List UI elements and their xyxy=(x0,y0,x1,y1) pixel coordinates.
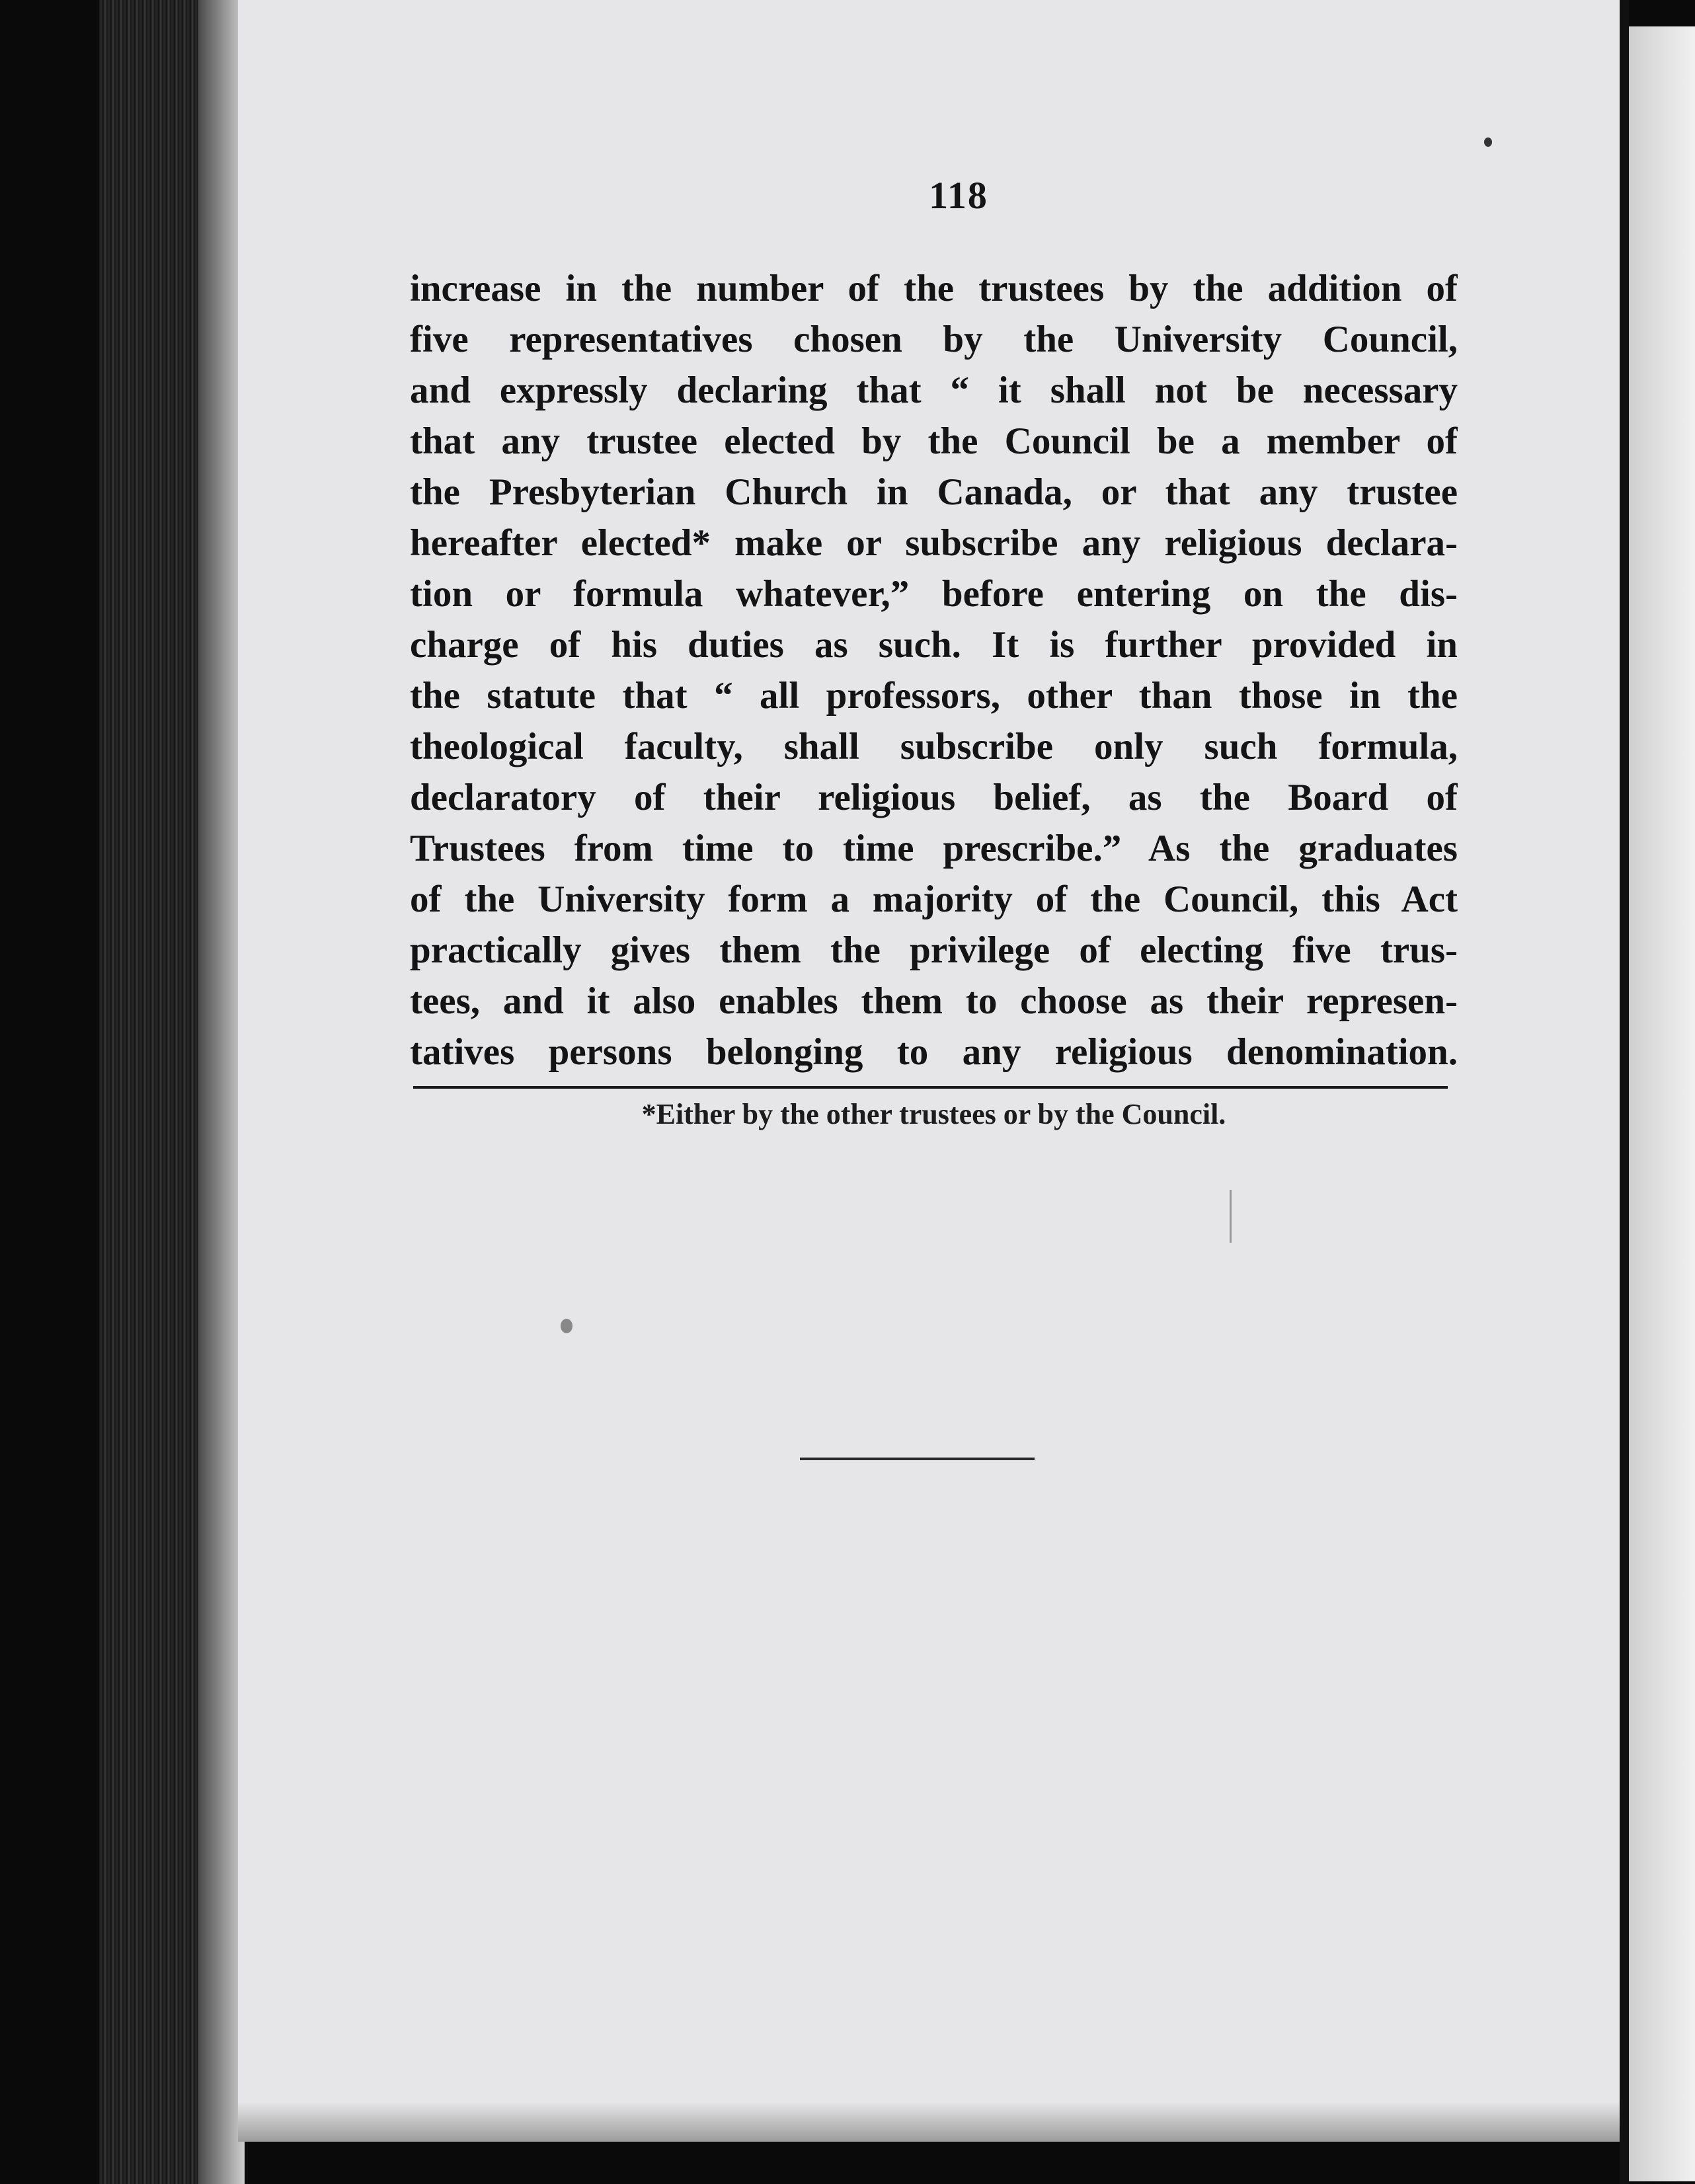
text-line: five representatives chosen by the University Council, xyxy=(410,319,1458,360)
page-right-edge xyxy=(1620,0,1629,2184)
end-rule xyxy=(800,1458,1035,1460)
text-line: and expressly declaring that “ it shall not be necessary xyxy=(410,370,1458,411)
text-line: increase in the number of the trustees by the addition of xyxy=(410,268,1458,309)
footnote: *Either by the other trustees or by the Council. xyxy=(641,1098,1226,1130)
text-line: theological faculty, shall subscribe only such formula, xyxy=(410,726,1458,767)
text-line: declaratory of their religious belief, as the Board of xyxy=(410,777,1458,818)
speck xyxy=(1230,1190,1232,1243)
text-line: tees, and it also enables them to choose as their represen- xyxy=(410,980,1458,1022)
text-line: of the University form a majority of the Council, this Act xyxy=(410,878,1458,920)
footnote-rule xyxy=(413,1086,1448,1089)
speck xyxy=(561,1319,572,1333)
text-line: that any trustee elected by the Council be a member of xyxy=(410,420,1458,462)
page-number: 118 xyxy=(929,174,988,217)
text-line: practically gives them the privilege of electing five trus- xyxy=(410,929,1458,971)
text-line: the statute that “ all professors, other than those in the xyxy=(410,675,1458,717)
page-bottom-shadow xyxy=(238,2102,1620,2142)
text-line: the Presbyterian Church in Canada, or that any trustee xyxy=(410,471,1458,513)
text-line: charge of his duties as such. It is further provided in xyxy=(410,624,1458,666)
speck xyxy=(1484,137,1492,147)
text-line: hereafter elected* make or subscribe any religious declara- xyxy=(410,522,1458,564)
adjacent-page xyxy=(1629,26,1695,2181)
text-line: tatives persons belonging to any religious denomination. xyxy=(410,1031,1458,1073)
text-line: Trustees from time to time prescribe.” As the graduates xyxy=(410,828,1458,869)
body-paragraph xyxy=(410,263,1458,1077)
text-line: tion or formula whatever,” before entering on the dis- xyxy=(410,573,1458,615)
